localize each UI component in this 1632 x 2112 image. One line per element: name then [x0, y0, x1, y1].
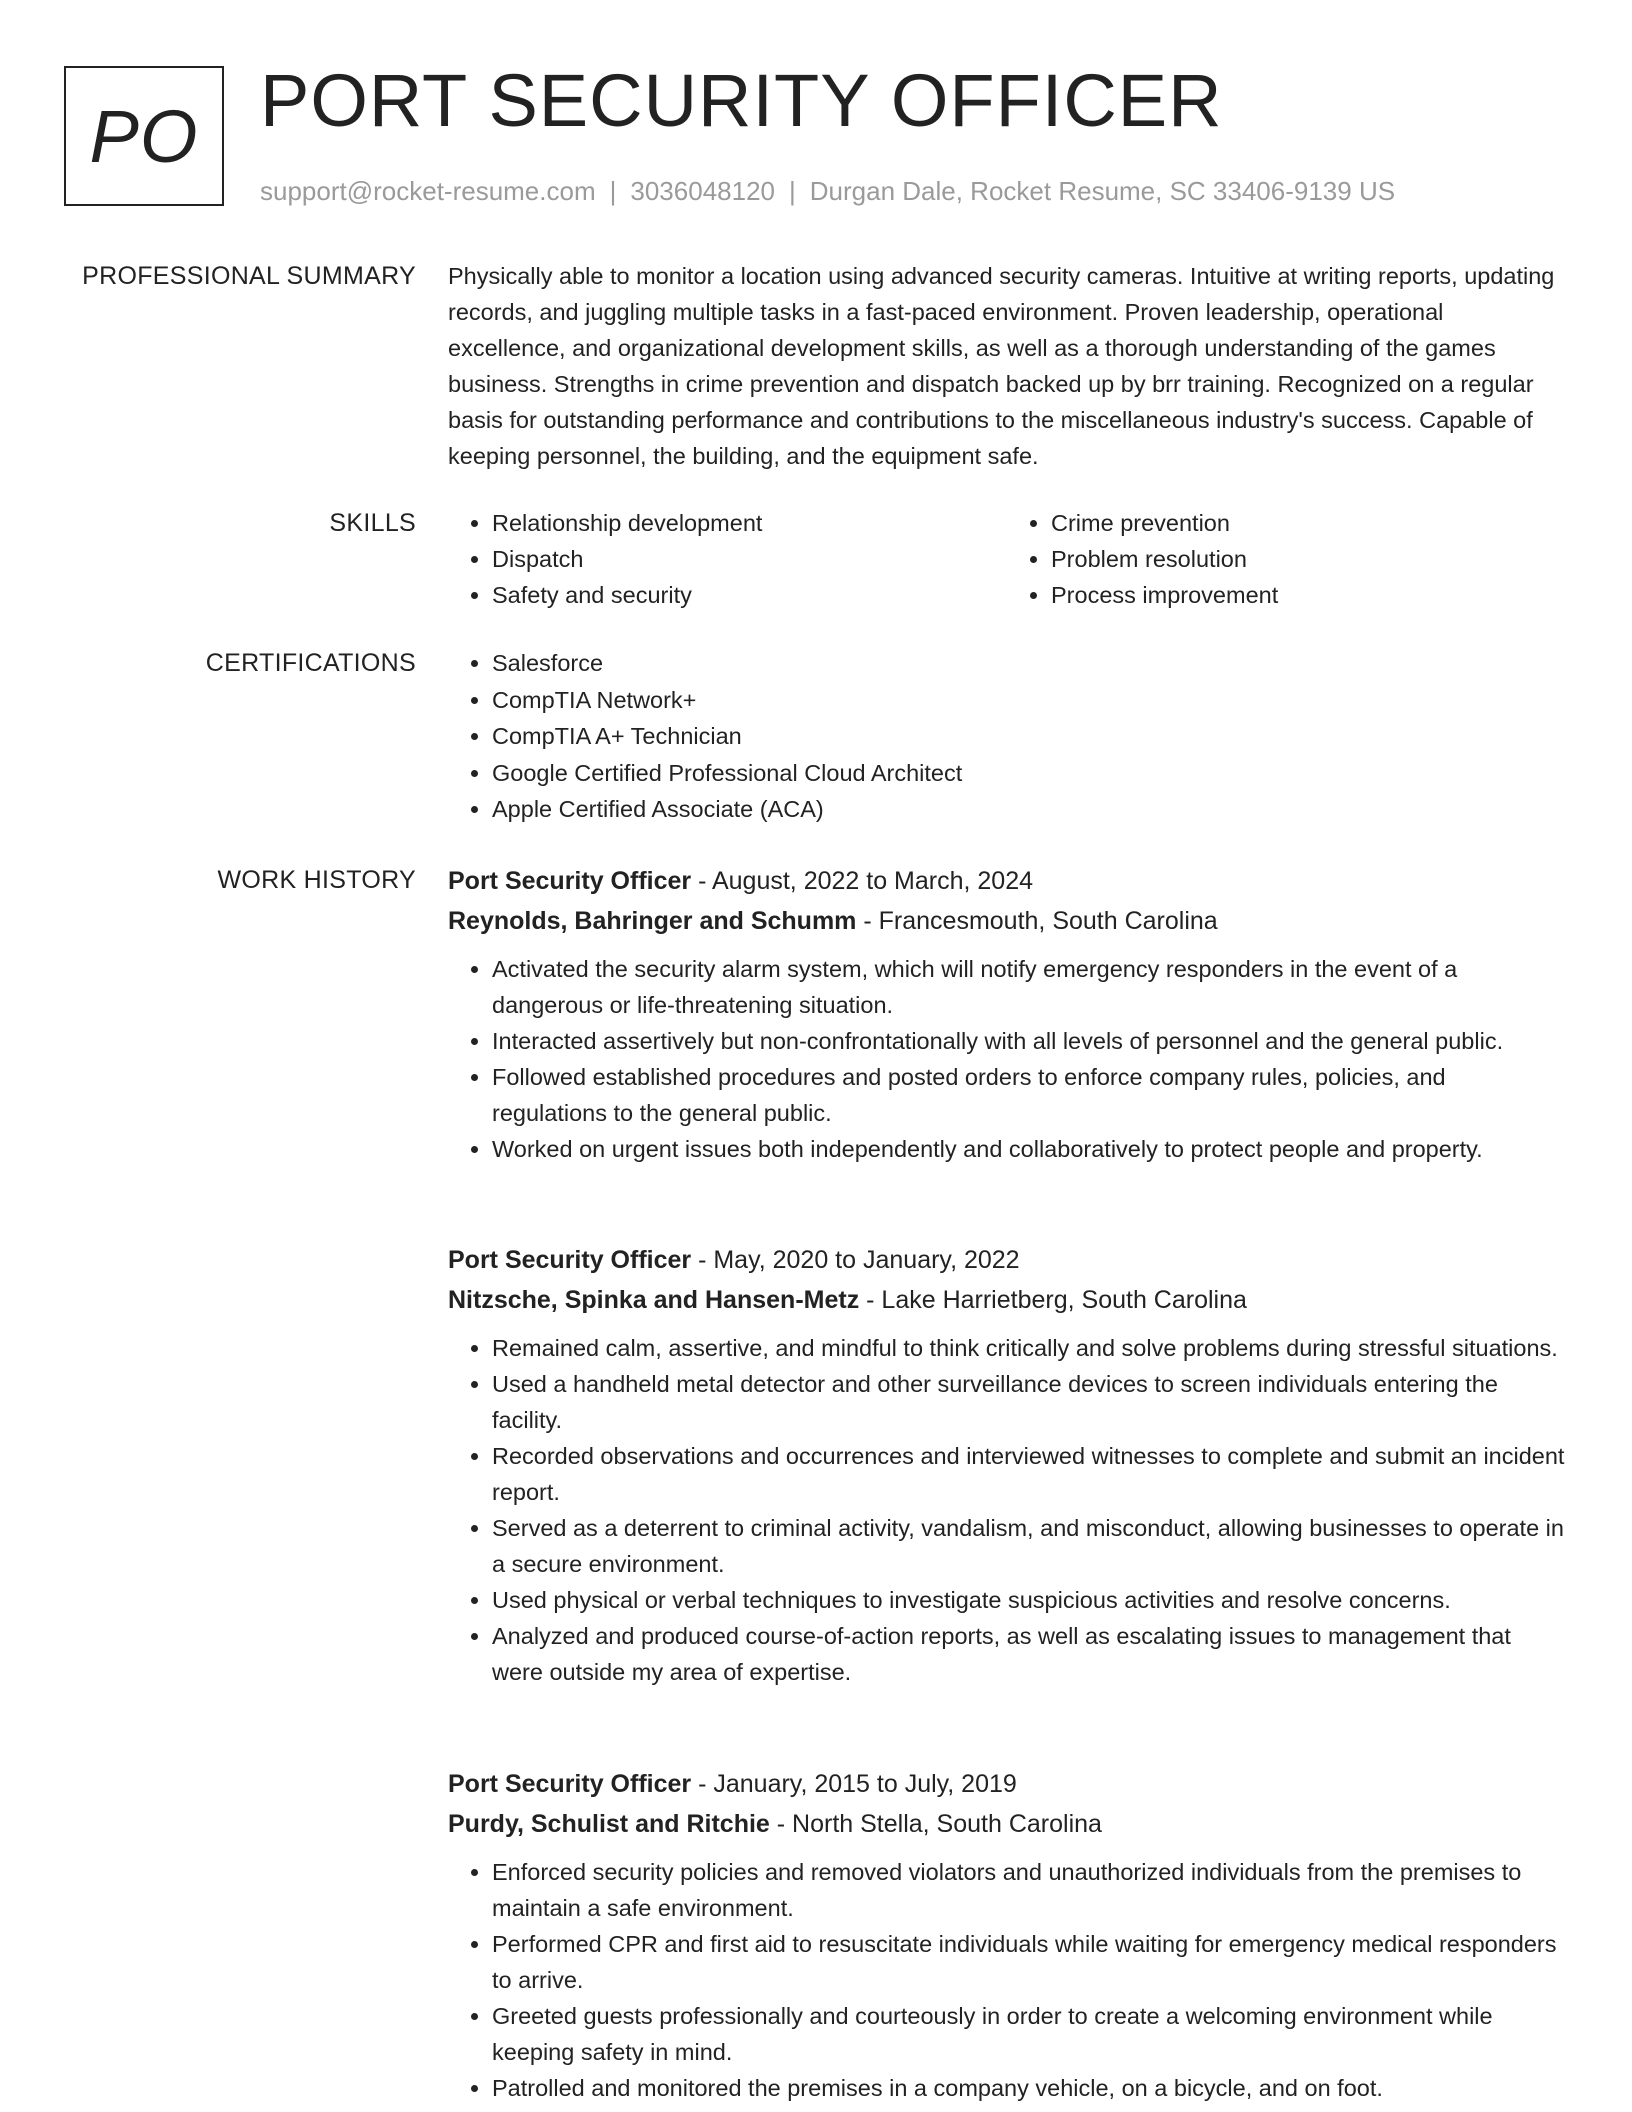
job-bullet: • Served as a deterrent to criminal activity, vandalism, and misconduct, allowing businesses to operate in a secure environment. — [492, 1510, 1566, 1582]
job-company-line — [448, 1280, 1566, 1320]
job-bullet: • Interacted assertively but non-confrontationally with all levels of personnel and the general public. — [492, 1023, 1566, 1059]
resume-title: PORT SECURITY OFFICER — [260, 59, 1223, 142]
contact-line — [260, 174, 1395, 208]
job-bullet: • Used physical or verbal techniques to investigate suspicious activities and resolve concerns. — [492, 1582, 1566, 1618]
section-label-certifications: CERTIFICATIONS — [205, 649, 416, 677]
job-bullet: • Activated the security alarm system, which will notify emergency responders in the event of a dangerous or life-threatening situation. — [492, 951, 1566, 1023]
certification-item: • CompTIA Network+ — [492, 682, 1566, 719]
section-label-skills: SKILLS — [329, 509, 416, 537]
job-location: - Francesmouth, South Carolina — [856, 907, 1218, 935]
skill-item: • Problem resolution — [1051, 541, 1566, 577]
skills-body — [448, 505, 1566, 613]
skill-item: • Crime prevention — [1051, 505, 1566, 541]
contact-address: Durgan Dale, Rocket Resume, SC 33406-9139 US — [809, 176, 1396, 206]
job-title: Port Security Officer — [448, 867, 692, 895]
job-bullets — [448, 1330, 1566, 1690]
monogram-logo: PO — [64, 66, 224, 206]
job-bullet: • Recorded observations and occurrences and interviewed witnesses to complete and submit an incident report. — [492, 1438, 1566, 1510]
job-entry — [448, 861, 1566, 1167]
job-bullet: • Used a handheld metal detector and other surveillance devices to screen individuals entering the facility. — [492, 1366, 1566, 1438]
job-title: Port Security Officer — [448, 1770, 692, 1798]
job-dates: - August, 2022 to March, 2024 — [691, 867, 1034, 895]
job-bullet: • Followed established procedures and posted orders to enforce company rules, policies, and regulations to the general public. — [492, 1059, 1566, 1131]
certifications-body — [448, 645, 1566, 828]
skill-item: • Dispatch — [492, 541, 1007, 577]
job-company-line — [448, 901, 1566, 941]
skills-list-left — [448, 505, 1007, 613]
job-company: Purdy, Schulist and Ritchie — [448, 1810, 770, 1838]
job-bullets — [448, 1854, 1566, 2106]
job-bullet: • Analyzed and produced course-of-action reports, as well as escalating issues to management that were outside my area of expertise. — [492, 1618, 1566, 1690]
skills-list-right — [1007, 505, 1566, 613]
summary-text: Physically able to monitor a location using advanced security cameras. Intuitive at writing reports, updating records, and juggling multiple tasks in a fast-paced environment. Proven leadership, operational excellence, and organizational development skills, as well as a thorough understanding of the games business. Strengths in crime prevention and dispatch backed up by brr training. Recognized on a regular basis for outstanding performance and contributions to the miscellaneous industry's success. Capable of keeping personnel, the building, and the equipment safe. — [448, 263, 1555, 469]
skill-item: • Safety and security — [492, 577, 1007, 613]
job-dates: - January, 2015 to July, 2019 — [691, 1770, 1017, 1798]
job-dates: - May, 2020 to January, 2022 — [691, 1246, 1020, 1274]
job-entry — [448, 1240, 1566, 1690]
job-bullet: • Patrolled and monitored the premises in a company vehicle, on a bicycle, and on foot. — [492, 2070, 1566, 2106]
job-company: Nitzsche, Spinka and Hansen-Metz — [448, 1286, 860, 1314]
job-bullet: • Worked on urgent issues both independently and collaboratively to protect people and property. — [492, 1131, 1566, 1167]
job-title-line — [448, 861, 1566, 901]
contact-phone[interactable]: 3036048120 — [630, 176, 775, 206]
certification-item: • Google Certified Professional Cloud Architect — [492, 755, 1566, 792]
job-title-line — [448, 1764, 1566, 1804]
job-bullet: • Greeted guests professionally and courteously in order to create a welcoming environment while keeping safety in mind. — [492, 1998, 1566, 2070]
job-location: - Lake Harrietberg, South Carolina — [859, 1286, 1247, 1314]
section-label-work-history: WORK HISTORY — [217, 866, 416, 894]
contact-separator: | — [609, 176, 617, 206]
contact-email[interactable]: support@rocket-resume.com — [260, 176, 596, 206]
job-title: Port Security Officer — [448, 1246, 692, 1274]
job-company-line — [448, 1804, 1566, 1844]
job-bullet: • Performed CPR and first aid to resuscitate individuals while waiting for emergency medical responders to arrive. — [492, 1926, 1566, 1998]
certification-item: • CompTIA A+ Technician — [492, 718, 1566, 755]
job-bullet: • Enforced security policies and removed violators and unauthorized individuals from the premises to maintain a safe environment. — [492, 1854, 1566, 1926]
section-label-summary: PROFESSIONAL SUMMARY — [82, 262, 416, 290]
job-bullet: • Remained calm, assertive, and mindful to think critically and solve problems during stressful situations. — [492, 1330, 1566, 1366]
job-company: Reynolds, Bahringer and Schumm — [448, 907, 857, 935]
certification-item: • Salesforce — [492, 645, 1566, 682]
contact-separator: | — [789, 176, 796, 206]
job-bullets — [448, 951, 1566, 1167]
certification-item: • Apple Certified Associate (ACA) — [492, 791, 1566, 828]
skill-item: • Relationship development — [492, 505, 1007, 541]
summary-body — [448, 258, 1566, 474]
job-location: - North Stella, South Carolina — [769, 1810, 1102, 1838]
job-entry — [448, 1764, 1566, 2106]
skill-item: • Process improvement — [1051, 577, 1566, 613]
certifications-list — [448, 645, 1566, 828]
job-title-line — [448, 1240, 1566, 1280]
